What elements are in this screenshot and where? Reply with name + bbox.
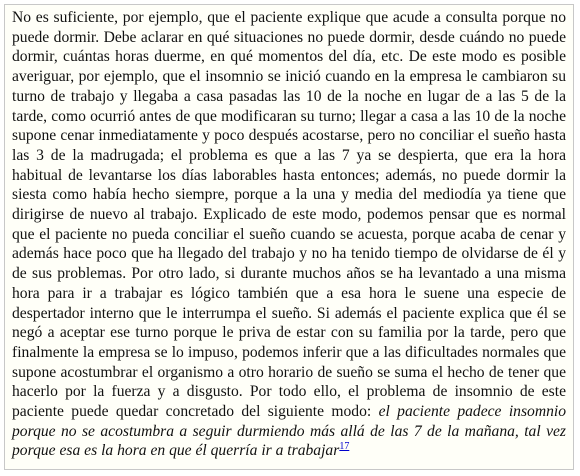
paragraph-text: No es suficiente, por ejemplo, que el paciente explique que acude a consulta porque no puede dormir. Debe aclarar en qué situaciones no puede dormir, desde cuándo no puede dormir, cuántas horas duerme, en qué momentos del día, etc. De este modo es posible averiguar, por ejemplo, que el insomnio se inició cuando en la empresa le cambiaron su turno de trabajo y llegaba a casa pasadas las 10 de la noche en lugar de a las 5 de la tarde, como ocurrió antes de que modificaran su turno; llegar a casa a las 10 de la noche supone cenar inmediatamente y poco después acostarse, pero no conciliar el sueño hasta las 3 de la madrugada; el problema es que a las 7 ya se despierta, que era la hora habitual de levantarse los días laborables hasta entonces; además, no puede dormir la siesta como había hecho siempre, porque a la una y media del mediodía ya tiene que dirigirse de nuevo al trabajo. Explicado de este modo, podemos pensar que es normal que el paciente no pueda conciliar el sueño cuando se acuesta, porque acaba de cenar y además hace poco que ha llegado del trabajo y no ha tenido tiempo de olvidarse de él y de sus problemas. Por otro lado, si durante muchos años se ha levantado a una misma hora para ir a trabajar es lógico también que a esa hora le suene una especie de despertador interno que le interrumpa el sueño. Si además el paciente explica que él se negó a aceptar ese turno porque le priva de estar con su familia por la tarde, pero que finalmente la empresa se lo impuso, podemos inferir que a las dificultades normales que supone acostumbrar el organismo a otro horario de sueño se suma el hecho de tener que hacerlo por la fuerza y a disgusto. Por todo ello, el problema de insomnio de este paciente puede quedar concretado del siguiente modo: <box>12 9 566 421</box>
body-paragraph <box>5 5 573 461</box>
document-panel <box>4 4 574 470</box>
footnote-link[interactable]: 17 <box>339 441 350 453</box>
italic-conclusion: el paciente padece insomnio porque no se acostumbra a seguir durmiendo más allá de las 7 de la mañana, tal vez porque esa es la hora en que él querría ir a trabajar <box>12 403 567 460</box>
